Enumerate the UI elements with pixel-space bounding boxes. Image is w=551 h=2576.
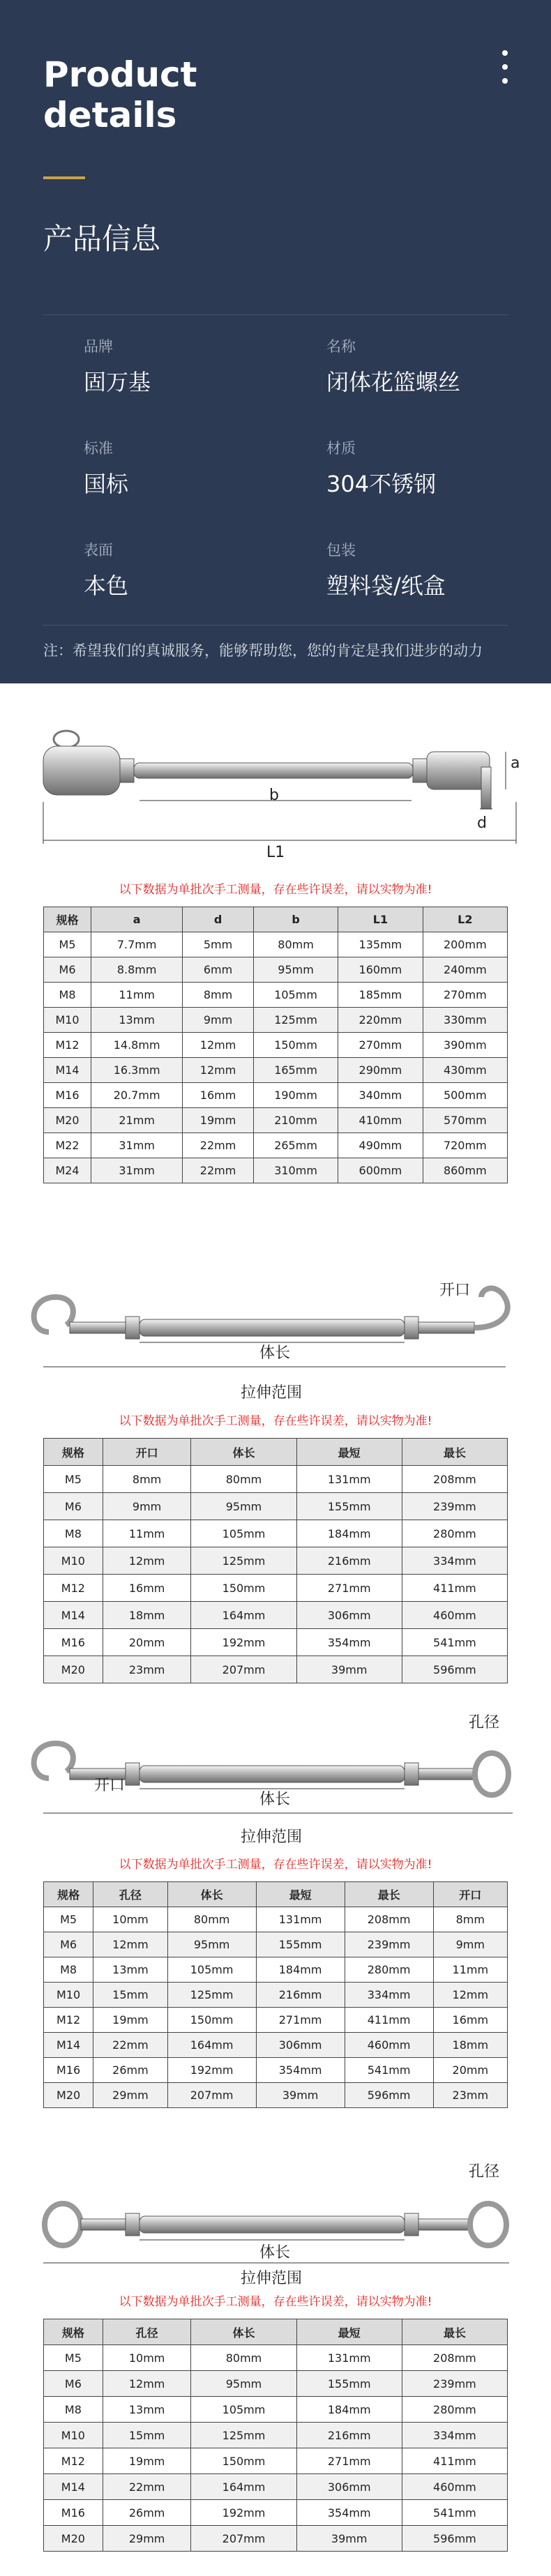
table-header-row: [44, 1439, 508, 1466]
table-cell: 29mm: [93, 2083, 167, 2108]
table-row: [44, 2345, 508, 2371]
table-cell: 6mm: [183, 957, 254, 983]
table-cell: 265mm: [253, 1133, 338, 1158]
table-cell: 19mm: [93, 2008, 167, 2033]
table-cell: M5: [44, 1466, 103, 1493]
table-header-row: [44, 1882, 508, 1907]
table-cell: 164mm: [167, 2033, 256, 2058]
table-row: [44, 1493, 508, 1520]
table-header-cell: L2: [423, 907, 507, 932]
table-row: [44, 2526, 508, 2552]
table-cell: 19mm: [103, 2448, 191, 2474]
table-cell: 13mm: [91, 1008, 183, 1033]
table-cell: 12mm: [183, 1033, 254, 1058]
table-cell: 131mm: [256, 1907, 345, 1932]
table-cell: 31mm: [91, 1158, 183, 1183]
hole-diameter-label: 孔径: [469, 2163, 500, 2181]
table-cell: 216mm: [296, 1547, 402, 1575]
table-cell: 95mm: [253, 957, 338, 983]
table-cell: M22: [44, 1133, 91, 1158]
table-cell: 13mm: [93, 1957, 167, 1983]
table-row: [44, 1466, 508, 1493]
table-row: [44, 1108, 508, 1133]
table-row: [44, 2397, 508, 2423]
table-cell: 541mm: [402, 2500, 507, 2526]
table-cell: 210mm: [253, 1108, 338, 1133]
table-cell: 164mm: [191, 1602, 296, 1629]
table-cell: 541mm: [402, 1629, 507, 1656]
more-menu-icon[interactable]: [502, 50, 508, 92]
table-cell: 15mm: [93, 1983, 167, 2008]
table-cell: 860mm: [423, 1158, 507, 1183]
table-cell: 490mm: [338, 1133, 423, 1158]
table-cell: 596mm: [402, 2526, 507, 2552]
table-cell: M16: [44, 1629, 103, 1656]
opening-label: 开口: [439, 1282, 471, 1299]
table-cell: 334mm: [402, 1547, 507, 1575]
product-details-header: [0, 0, 551, 683]
table-cell: 271mm: [296, 2448, 402, 2474]
table-cell: 460mm: [402, 2474, 507, 2500]
table-cell: 240mm: [423, 957, 507, 983]
table-cell: 80mm: [167, 1907, 256, 1932]
table-cell: 208mm: [402, 2345, 507, 2371]
table-row: [44, 1133, 508, 1158]
dim-d-label: d: [477, 815, 487, 832]
table-cell: 185mm: [338, 983, 423, 1008]
field-value-material: 304不锈钢: [326, 471, 437, 497]
table-cell: 430mm: [423, 1058, 507, 1083]
table-cell: 150mm: [191, 2448, 296, 2474]
spec-table-hook-eye: [43, 1881, 508, 2108]
table-cell: 596mm: [345, 2083, 433, 2108]
table-cell: 208mm: [345, 1907, 433, 1932]
table-cell: 9mm: [183, 1008, 254, 1033]
table-header-cell: a: [91, 907, 183, 932]
table-cell: 184mm: [296, 2397, 402, 2423]
table-cell: 11mm: [103, 1520, 191, 1547]
measurement-caution: 以下数据为单批次手工测量，存在些许误差，请以实物为准!: [119, 1414, 432, 1428]
stretch-range-label: 拉伸范围: [241, 1384, 303, 1402]
table-header-cell: 规格: [44, 907, 91, 932]
table-header-cell: 最短: [256, 1882, 345, 1907]
table-cell: M10: [44, 2423, 103, 2448]
table-cell: 306mm: [256, 2033, 345, 2058]
table-cell: 155mm: [296, 2371, 402, 2397]
spec-table-jaw: [43, 907, 508, 1183]
table-cell: 22mm: [183, 1158, 254, 1183]
table-cell: 8.8mm: [91, 957, 183, 983]
table-cell: 125mm: [191, 1547, 296, 1575]
table-cell: 23mm: [103, 1656, 191, 1683]
table-cell: 22mm: [103, 2474, 191, 2500]
table-cell: M5: [44, 1907, 93, 1932]
table-header-cell: 体长: [191, 2319, 296, 2345]
table-cell: 280mm: [402, 2397, 507, 2423]
table-cell: 15mm: [103, 2423, 191, 2448]
table-cell: 290mm: [338, 1058, 423, 1083]
table-cell: 16mm: [433, 2008, 507, 2033]
table-cell: 16mm: [183, 1083, 254, 1108]
table-cell: 105mm: [253, 983, 338, 1008]
table-cell: 720mm: [423, 1133, 507, 1158]
table-cell: 216mm: [296, 2423, 402, 2448]
table-header-cell: 最长: [402, 1439, 507, 1466]
table-cell: M5: [44, 2345, 103, 2371]
table-row: [44, 2474, 508, 2500]
table-row: [44, 1932, 508, 1957]
table-row: [44, 2083, 508, 2108]
table-cell: 150mm: [253, 1033, 338, 1058]
table-cell: 460mm: [402, 1602, 507, 1629]
table-cell: 280mm: [402, 1520, 507, 1547]
table-cell: 95mm: [167, 1932, 256, 1957]
table-cell: M8: [44, 1957, 93, 1983]
table-cell: 330mm: [423, 1008, 507, 1033]
table-cell: 7.7mm: [91, 932, 183, 957]
table-row: [44, 1520, 508, 1547]
table-cell: M12: [44, 1033, 91, 1058]
table-header-cell: 体长: [167, 1882, 256, 1907]
table-header-row: [44, 907, 508, 932]
table-cell: 9mm: [433, 1932, 507, 1957]
table-cell: 8mm: [433, 1907, 507, 1932]
table-header-cell: 孔径: [103, 2319, 191, 2345]
table-cell: M20: [44, 1108, 91, 1133]
spec-table-hook-hook: [43, 1438, 508, 1683]
table-cell: 21mm: [91, 1108, 183, 1133]
field-value-packaging: 塑料袋/纸盒: [326, 573, 446, 599]
table-row: [44, 1983, 508, 2008]
measurement-caution: 以下数据为单批次手工测量，存在些许误差，请以实物为准!: [119, 1858, 432, 1872]
table-cell: 280mm: [345, 1957, 433, 1983]
table-cell: M14: [44, 2033, 93, 2058]
table-cell: 39mm: [256, 2083, 345, 2108]
table-cell: 95mm: [191, 2371, 296, 2397]
table-cell: M6: [44, 957, 91, 983]
table-cell: 239mm: [345, 1932, 433, 1957]
table-header-cell: 孔径: [93, 1882, 167, 1907]
table-header-cell: 规格: [44, 2319, 103, 2345]
table-header-cell: 规格: [44, 1882, 93, 1907]
page-title: [43, 54, 197, 135]
table-header-cell: d: [183, 907, 254, 932]
table-row: [44, 2058, 508, 2083]
table-cell: 460mm: [345, 2033, 433, 2058]
table-cell: M8: [44, 2397, 103, 2423]
table-cell: 131mm: [296, 2345, 402, 2371]
table-row: [44, 1629, 508, 1656]
table-cell: M6: [44, 1932, 93, 1957]
table-cell: 8mm: [183, 983, 254, 1008]
table-cell: 12mm: [103, 2371, 191, 2397]
body-length-label: 体长: [259, 1791, 291, 1808]
divider: [43, 625, 508, 626]
table-row: [44, 932, 508, 957]
table-cell: 271mm: [296, 1575, 402, 1602]
table-cell: 184mm: [256, 1957, 345, 1983]
table-cell: 410mm: [338, 1108, 423, 1133]
table-row: [44, 1575, 508, 1602]
table-cell: 16.3mm: [91, 1058, 183, 1083]
table-row: [44, 1957, 508, 1983]
table-cell: M12: [44, 1575, 103, 1602]
table-cell: 10mm: [103, 2345, 191, 2371]
table-row: [44, 2008, 508, 2033]
table-cell: 20mm: [103, 1629, 191, 1656]
table-header-cell: 体长: [191, 1439, 296, 1466]
field-label-packaging: 包装: [326, 542, 356, 559]
field-value-standard: 国标: [84, 471, 129, 497]
service-note: 注：希望我们的真诚服务，能够帮助您，您的肯定是我们进步的动力: [43, 642, 483, 659]
field-label-standard: 标准: [84, 440, 113, 457]
table-cell: M16: [44, 2058, 93, 2083]
table-cell: 354mm: [256, 2058, 345, 2083]
table-row: [44, 2500, 508, 2526]
table-cell: 150mm: [191, 1575, 296, 1602]
table-cell: 105mm: [191, 1520, 296, 1547]
table-row: [44, 1083, 508, 1108]
table-cell: 155mm: [296, 1493, 402, 1520]
field-label-name: 名称: [326, 338, 356, 355]
stretch-range-label: 拉伸范围: [241, 2270, 303, 2287]
table-cell: 541mm: [345, 2058, 433, 2083]
table-cell: 155mm: [256, 1932, 345, 1957]
table-cell: 8mm: [103, 1466, 191, 1493]
table-header-cell: 开口: [103, 1439, 191, 1466]
title-line-2: details: [43, 95, 177, 135]
section-subtitle: 产品信息: [43, 222, 161, 256]
table-row: [44, 1602, 508, 1629]
table-row: [44, 2371, 508, 2397]
table-cell: 20.7mm: [91, 1083, 183, 1108]
table-cell: 29mm: [103, 2526, 191, 2552]
table-cell: M14: [44, 2474, 103, 2500]
table-row: [44, 983, 508, 1008]
table-header-cell: L1: [338, 907, 423, 932]
table-cell: 11mm: [91, 983, 183, 1008]
hole-diameter-label: 孔径: [469, 1714, 500, 1732]
table-cell: 354mm: [296, 1629, 402, 1656]
table-cell: 207mm: [191, 2526, 296, 2552]
table-cell: 270mm: [423, 983, 507, 1008]
table-cell: 334mm: [345, 1983, 433, 2008]
table-cell: 200mm: [423, 932, 507, 957]
dim-l1-label: L1: [266, 844, 285, 861]
table-cell: M20: [44, 2526, 103, 2552]
table-cell: 39mm: [296, 1656, 402, 1683]
table-header-cell: 最长: [345, 1882, 433, 1907]
table-cell: M5: [44, 932, 91, 957]
table-cell: 270mm: [338, 1033, 423, 1058]
table-cell: 208mm: [402, 1466, 507, 1493]
table-cell: 192mm: [191, 1629, 296, 1656]
table-cell: 192mm: [191, 2500, 296, 2526]
table-cell: M16: [44, 1083, 91, 1108]
table-cell: 20mm: [433, 2058, 507, 2083]
table-cell: 12mm: [183, 1058, 254, 1083]
table-row: [44, 2448, 508, 2474]
table-cell: 39mm: [296, 2526, 402, 2552]
body-length-label: 体长: [259, 2244, 291, 2261]
table-row: [44, 1547, 508, 1575]
table-cell: 13mm: [103, 2397, 191, 2423]
table-cell: 411mm: [402, 1575, 507, 1602]
dim-a-label: a: [511, 755, 520, 772]
table-cell: M6: [44, 2371, 103, 2397]
table-cell: 80mm: [191, 1466, 296, 1493]
table-row: [44, 957, 508, 983]
table-cell: 334mm: [402, 2423, 507, 2448]
table-cell: M14: [44, 1602, 103, 1629]
table-cell: M8: [44, 1520, 103, 1547]
table-cell: 31mm: [91, 1133, 183, 1158]
table-cell: 216mm: [256, 1983, 345, 2008]
table-cell: 596mm: [402, 1656, 507, 1683]
table-cell: 184mm: [296, 1520, 402, 1547]
field-label-material: 材质: [326, 440, 356, 457]
measurement-caution: 以下数据为单批次手工测量，存在些许误差，请以实物为准!: [119, 2295, 432, 2309]
table-cell: 570mm: [423, 1108, 507, 1133]
spec-table-eye-eye: [43, 2319, 508, 2552]
table-cell: 10mm: [93, 1907, 167, 1932]
table-cell: 150mm: [167, 2008, 256, 2033]
table-row: [44, 1656, 508, 1683]
field-value-brand: 固万基: [84, 369, 151, 395]
dim-b-label: b: [269, 787, 279, 804]
stretch-range-label: 拉伸范围: [241, 1828, 303, 1846]
table-cell: 239mm: [402, 1493, 507, 1520]
table-cell: 12mm: [93, 1932, 167, 1957]
table-row: [44, 1058, 508, 1083]
table-cell: 131mm: [296, 1466, 402, 1493]
table-cell: 310mm: [253, 1158, 338, 1183]
table-cell: 165mm: [253, 1058, 338, 1083]
table-cell: 160mm: [338, 957, 423, 983]
table-cell: M10: [44, 1983, 93, 2008]
table-cell: M10: [44, 1547, 103, 1575]
table-cell: 390mm: [423, 1033, 507, 1058]
table-cell: 164mm: [191, 2474, 296, 2500]
table-cell: 125mm: [167, 1983, 256, 2008]
table-cell: 207mm: [191, 1656, 296, 1683]
table-cell: 105mm: [191, 2397, 296, 2423]
field-value-name: 闭体花篮螺丝: [326, 369, 461, 395]
table-cell: 135mm: [338, 932, 423, 957]
table-cell: 220mm: [338, 1008, 423, 1033]
table-row: [44, 1907, 508, 1932]
table-header-cell: 最短: [296, 1439, 402, 1466]
table-cell: 340mm: [338, 1083, 423, 1108]
table-cell: 125mm: [191, 2423, 296, 2448]
table-cell: 500mm: [423, 1083, 507, 1108]
table-cell: 19mm: [183, 1108, 254, 1133]
title-line-1: Product: [43, 54, 197, 95]
table-cell: 12mm: [103, 1547, 191, 1575]
table-cell: 125mm: [253, 1008, 338, 1033]
field-label-surface: 表面: [84, 542, 113, 559]
table-cell: 26mm: [93, 2058, 167, 2083]
field-label-brand: 品牌: [84, 338, 113, 355]
opening-label: 开口: [94, 1777, 126, 1794]
table-header-cell: 规格: [44, 1439, 103, 1466]
measurement-caution: 以下数据为单批次手工测量，存在些许误差，请以实物为准!: [119, 883, 432, 897]
table-cell: 411mm: [402, 2448, 507, 2474]
table-cell: 80mm: [191, 2345, 296, 2371]
table-cell: 95mm: [191, 1493, 296, 1520]
field-value-surface: 本色: [84, 573, 129, 599]
table-cell: 105mm: [167, 1957, 256, 1983]
table-cell: M16: [44, 2500, 103, 2526]
table-cell: 9mm: [103, 1493, 191, 1520]
table-cell: 23mm: [433, 2083, 507, 2108]
table-cell: 411mm: [345, 2008, 433, 2033]
table-cell: 18mm: [433, 2033, 507, 2058]
table-cell: 600mm: [338, 1158, 423, 1183]
table-row: [44, 1033, 508, 1058]
accent-bar: [43, 176, 85, 179]
table-header-row: [44, 2319, 508, 2345]
table-cell: 80mm: [253, 932, 338, 957]
table-cell: M6: [44, 1493, 103, 1520]
table-cell: M20: [44, 1656, 103, 1683]
table-cell: M8: [44, 983, 91, 1008]
table-row: [44, 1008, 508, 1033]
table-cell: M24: [44, 1158, 91, 1183]
table-cell: 16mm: [103, 1575, 191, 1602]
table-row: [44, 2423, 508, 2448]
table-cell: 22mm: [183, 1133, 254, 1158]
table-cell: 18mm: [103, 1602, 191, 1629]
table-cell: 22mm: [93, 2033, 167, 2058]
body-length-label: 体长: [259, 1344, 291, 1362]
table-cell: M10: [44, 1008, 91, 1033]
table-cell: 271mm: [256, 2008, 345, 2033]
table-cell: 192mm: [167, 2058, 256, 2083]
table-cell: 26mm: [103, 2500, 191, 2526]
table-cell: 5mm: [183, 932, 254, 957]
table-cell: 239mm: [402, 2371, 507, 2397]
table-header-cell: b: [253, 907, 338, 932]
table-cell: 190mm: [253, 1083, 338, 1108]
table-cell: 11mm: [433, 1957, 507, 1983]
table-cell: 12mm: [433, 1983, 507, 2008]
table-cell: 14.8mm: [91, 1033, 183, 1058]
table-cell: 306mm: [296, 2474, 402, 2500]
table-header-cell: 开口: [433, 1882, 507, 1907]
table-cell: M12: [44, 2008, 93, 2033]
table-row: [44, 2033, 508, 2058]
table-cell: M12: [44, 2448, 103, 2474]
table-cell: M20: [44, 2083, 93, 2108]
table-cell: 354mm: [296, 2500, 402, 2526]
table-header-cell: 最长: [402, 2319, 507, 2345]
table-header-cell: 最短: [296, 2319, 402, 2345]
table-row: [44, 1158, 508, 1183]
table-cell: M14: [44, 1058, 91, 1083]
table-cell: 207mm: [167, 2083, 256, 2108]
table-cell: 306mm: [296, 1602, 402, 1629]
